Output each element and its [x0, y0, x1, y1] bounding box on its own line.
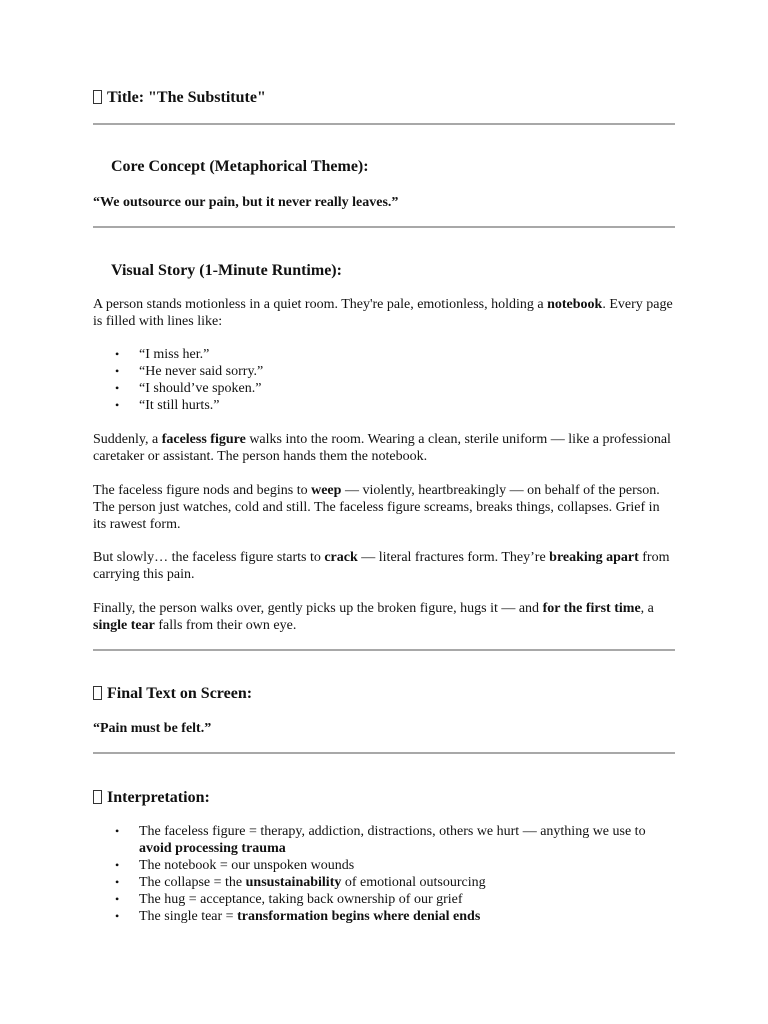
visual-story-heading: Visual Story (1-Minute Runtime):	[111, 262, 342, 279]
visual-story-paragraph-2: Suddenly, a faceless figure walks into the room. Wearing a clean, sterile uniform — like a professional caretaker or assistant. The person hands them the notebook.	[93, 432, 671, 464]
core-concept-quote: “We outsource our pain, but it never really leaves.”	[93, 195, 399, 210]
list-item: • The notebook = our unspoken wounds	[93, 857, 675, 874]
list-item: • The faceless figure = therapy, addiction, distractions, others we hurt — anything we use to avoid processing trauma	[93, 823, 675, 857]
core-concept-heading: Core Concept (Metaphorical Theme):	[111, 158, 369, 175]
visual-story-paragraph-3: The faceless figure nods and begins to weep — violently, heartbreakingly — on behalf of the person. The person just watches, cold and still. The faceless figure screams, breaks things, collapses. Grief in its rawest form.	[93, 483, 660, 532]
list-item: • “I miss her.”	[93, 346, 675, 363]
visual-story-paragraph-5: Finally, the person walks over, gently picks up the broken figure, hugs it — and for the first time, a single tear falls from their own eye.	[93, 601, 654, 633]
interpretation-list	[93, 823, 675, 925]
visual-story-paragraph-1: A person stands motionless in a quiet room. They're pale, emotionless, holding a notebook. Every page is filled with lines like:	[93, 297, 673, 329]
divider	[93, 752, 675, 754]
list-item: • “He never said sorry.”	[93, 363, 675, 380]
page-title: Title: "The Substitute"	[93, 88, 266, 108]
divider	[93, 649, 675, 651]
list-item: • The collapse = the unsustainability of emotional outsourcing	[93, 874, 675, 891]
list-item: • “I should’ve spoken.”	[93, 380, 675, 397]
interpretation-heading: Interpretation:	[93, 788, 210, 808]
notebook-lines-list	[93, 346, 675, 414]
divider	[93, 226, 675, 228]
divider	[93, 123, 675, 125]
brain-icon	[93, 790, 102, 804]
clapper-icon	[93, 90, 102, 104]
list-item: • “It still hurts.”	[93, 397, 675, 414]
list-item: • The single tear = transformation begins where denial ends	[93, 908, 675, 925]
final-text-heading: Final Text on Screen:	[93, 684, 252, 704]
screen-icon	[93, 686, 102, 700]
list-item: • The hug = acceptance, taking back ownership of our grief	[93, 891, 675, 908]
visual-story-paragraph-4: But slowly… the faceless figure starts to crack — literal fractures form. They’re breaking apart from carrying this pain.	[93, 550, 670, 582]
final-text-quote: “Pain must be felt.”	[93, 721, 212, 736]
